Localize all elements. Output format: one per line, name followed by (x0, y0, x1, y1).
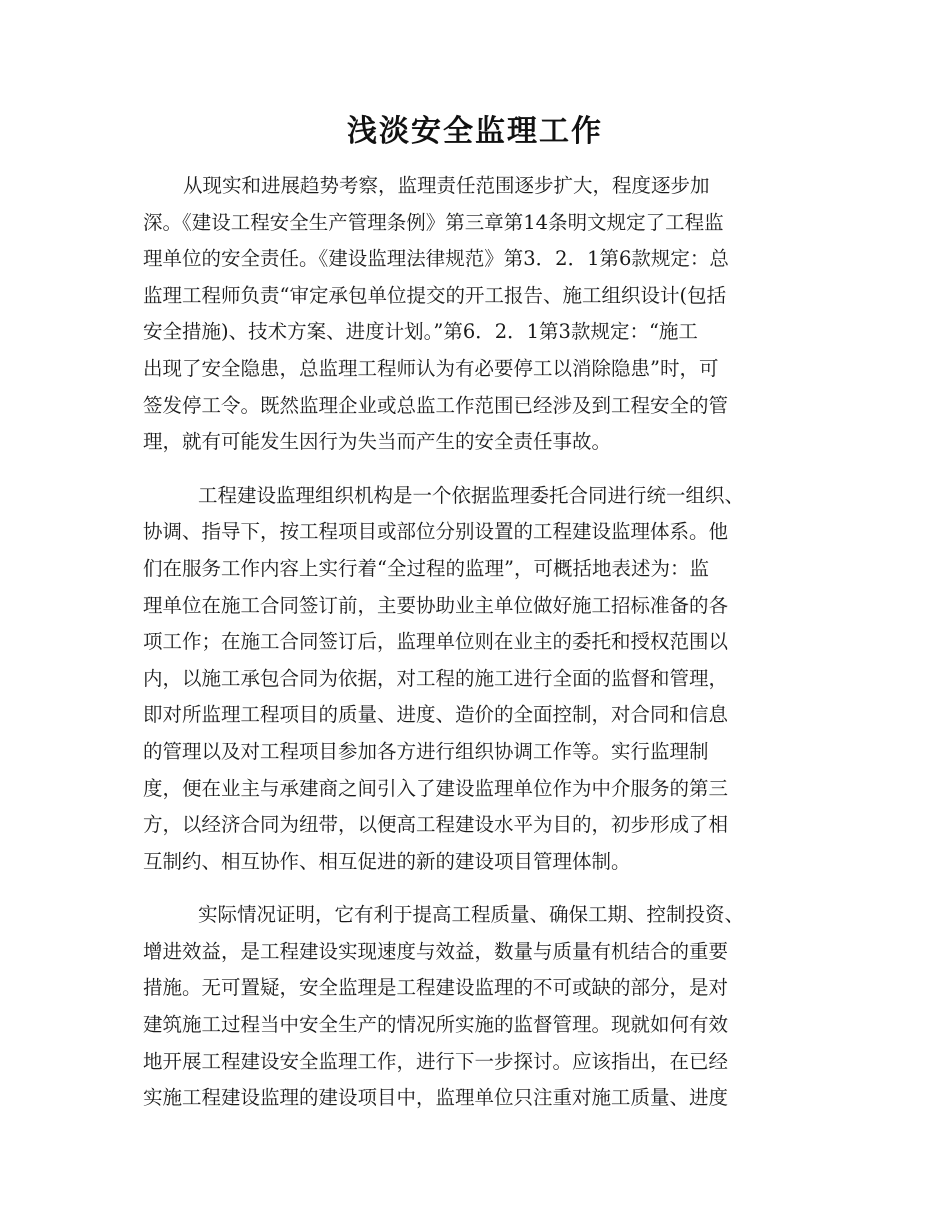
text-line: 措施。无可置疑，安全监理是工程建设监理的不可或缺的部分，是对 (143, 976, 729, 1000)
text-line: 互制约、相互协作、相互促进的新的建设项目管理体制。 (143, 849, 631, 873)
text-line: 出现了安全隐患，总监理工程师认为有必要停工以消除隐患”时，可 (143, 356, 719, 380)
text-line: 工程建设监理组织机构是一个依据监理委托合同进行统一组织、 (198, 483, 745, 507)
text-line: 内，以施工承包合同为依据，对工程的施工进行全面的监督和管理， (143, 666, 729, 690)
text-line: 理单位在施工合同签订前，主要协助业主单位做好施工招标准备的各 (143, 593, 729, 617)
text-line: 们在服务工作内容上实行着“全过程的监理”，可概括地表述为：监 (143, 556, 709, 580)
text-line: 实际情况证明，它有利于提高工程质量、确保工期、控制投资、 (198, 903, 745, 927)
text-line: 安全措施)、技术方案、进度计划。”第6．2．1第3款规定：“施工 (143, 320, 698, 344)
paragraph-2 (143, 478, 803, 881)
text-line: 从现实和进展趋势考察，监理责任范围逐步扩大，程度逐步加 (183, 174, 710, 197)
paragraph-1 (143, 168, 803, 461)
text-line: 深。《建设工程安全生产管理条例》第三章第14条明文规定了工程监 (143, 210, 724, 234)
document-body (143, 168, 803, 1134)
text-line: 建筑施工过程当中安全生产的情况所实施的监督管理。现就如何有效 (143, 1013, 729, 1037)
text-line: 度，便在业主与承建商之间引入了建设监理单位作为中介服务的第三 (143, 776, 729, 800)
text-line: 协调、指导下，按工程项目或部位分别设置的工程建设监理体系。他 (143, 520, 729, 544)
document-title: 浅淡安全监理工作 (347, 114, 603, 149)
text-line: 理单位的安全责任。《建设监理法律规范》第3．2．1第6款规定：总 (143, 247, 729, 271)
text-line: 监理工程师负责“审定承包单位提交的开工报告、施工组织设计(包括 (143, 283, 727, 307)
text-line: 项工作；在施工合同签订后，监理单位则在业主的委托和授权范围以 (143, 630, 729, 654)
paragraph-3 (143, 897, 803, 1117)
text-line: 即对所监理工程项目的质量、进度、造价的全面控制，对合同和信息 (143, 703, 729, 727)
text-line: 地开展工程建设安全监理工作，进行下一步探讨。应该指出，在已经 (143, 1049, 729, 1073)
text-line: 的管理以及对工程项目参加各方进行组织协调工作等。实行监理制 (143, 739, 709, 763)
text-line: 实施工程建设监理的建设项目中，监理单位只注重对施工质量、进度 (143, 1086, 729, 1110)
text-line: 签发停工令。既然监理企业或总监工作范围已经涉及到工程安全的管 (143, 393, 729, 417)
text-line: 增进效益，是工程建设实现速度与效益，数量与质量有机结合的重要 (143, 939, 729, 963)
text-line: 理，就有可能发生因行为失当而产生的安全责任事故。 (143, 430, 612, 454)
text-line: 方，以经济合同为纽带，以便高工程建设水平为目的，初步形成了相 (143, 813, 729, 837)
